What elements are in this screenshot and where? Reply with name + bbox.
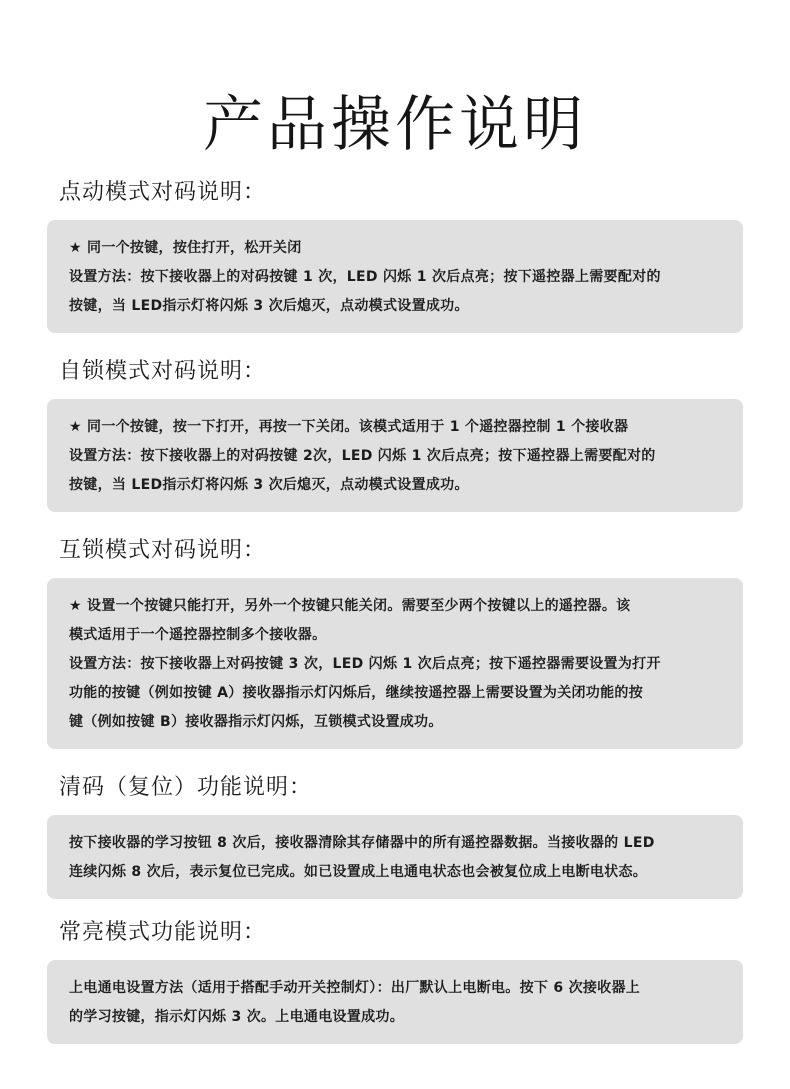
section-line: 设置方法：按下接收器上对码按键 3 次，LED 闪烁 1 次后点亮；按下遥控器需要设置为打开 bbox=[69, 656, 661, 672]
section-content-box bbox=[47, 960, 743, 1044]
section-latching-mode bbox=[47, 357, 743, 512]
section-heading: 自锁模式对码说明： bbox=[59, 359, 267, 384]
section-line: 的学习按键，指示灯闪烁 3 次。上电通电设置成功。 bbox=[69, 1009, 404, 1025]
section-line: 上电通电设置方法（适用于搭配手动开关控制灯）：出厂默认上电断电。按下 6 次接收器上 bbox=[69, 980, 641, 996]
section-line: 连续闪烁 8 次后，表示复位已完成。如已设置成上电通电状态也会被复位成上电断电状态。 bbox=[69, 864, 648, 880]
section-reset bbox=[47, 773, 743, 899]
section-line: 功能的按键（例如按键 A）接收器指示灯闪烁后，继续按遥控器上需要设置为关闭功能的按 bbox=[69, 685, 644, 701]
section-content-box bbox=[47, 815, 743, 899]
section-line: ★ 同一个按键，按住打开，松开关闭 bbox=[69, 240, 302, 256]
section-line: 模式适用于一个遥控器控制多个接收器。 bbox=[69, 627, 327, 643]
section-line: 设置方法：按下接收器上的对码按键 1 次，LED 闪烁 1 次后点亮；按下遥控器上需要配对的 bbox=[69, 269, 661, 285]
page-title: 产品操作说明 bbox=[203, 90, 587, 161]
section-line: 设置方法：按下接收器上的对码按键 2次，LED 闪烁 1 次后点亮；按下遥控器上需要配对的 bbox=[69, 448, 656, 464]
section-always-on-mode bbox=[47, 918, 743, 1044]
section-interlock-mode bbox=[47, 536, 743, 749]
section-content-box bbox=[47, 399, 743, 512]
section-heading: 点动模式对码说明： bbox=[59, 180, 267, 205]
section-content-box bbox=[47, 220, 743, 333]
section-momentary-mode bbox=[47, 178, 743, 333]
section-content-box bbox=[47, 578, 743, 749]
section-heading: 互锁模式对码说明： bbox=[59, 538, 267, 563]
section-line: 按下接收器的学习按钮 8 次后，接收器清除其存储器中的所有遥控器数据。当接收器的 LED bbox=[69, 835, 655, 851]
section-line: ★ 设置一个按键只能打开，另外一个按键只能关闭。需要至少两个按键以上的遥控器。该 bbox=[69, 598, 631, 614]
section-line: ★ 同一个按键，按一下打开，再按一下关闭。该模式适用于 1 个遥控器控制 1 个接收器 bbox=[69, 419, 629, 435]
section-line: 键（例如按键 B）接收器指示灯闪烁，互锁模式设置成功。 bbox=[69, 714, 443, 730]
section-line: 按键，当 LED指示灯将闪烁 3 次后熄灭，点动模式设置成功。 bbox=[69, 298, 469, 314]
section-line: 按键，当 LED指示灯将闪烁 3 次后熄灭，点动模式设置成功。 bbox=[69, 477, 469, 493]
section-heading: 清码（复位）功能说明： bbox=[59, 775, 313, 800]
section-heading: 常亮模式功能说明： bbox=[59, 920, 267, 945]
